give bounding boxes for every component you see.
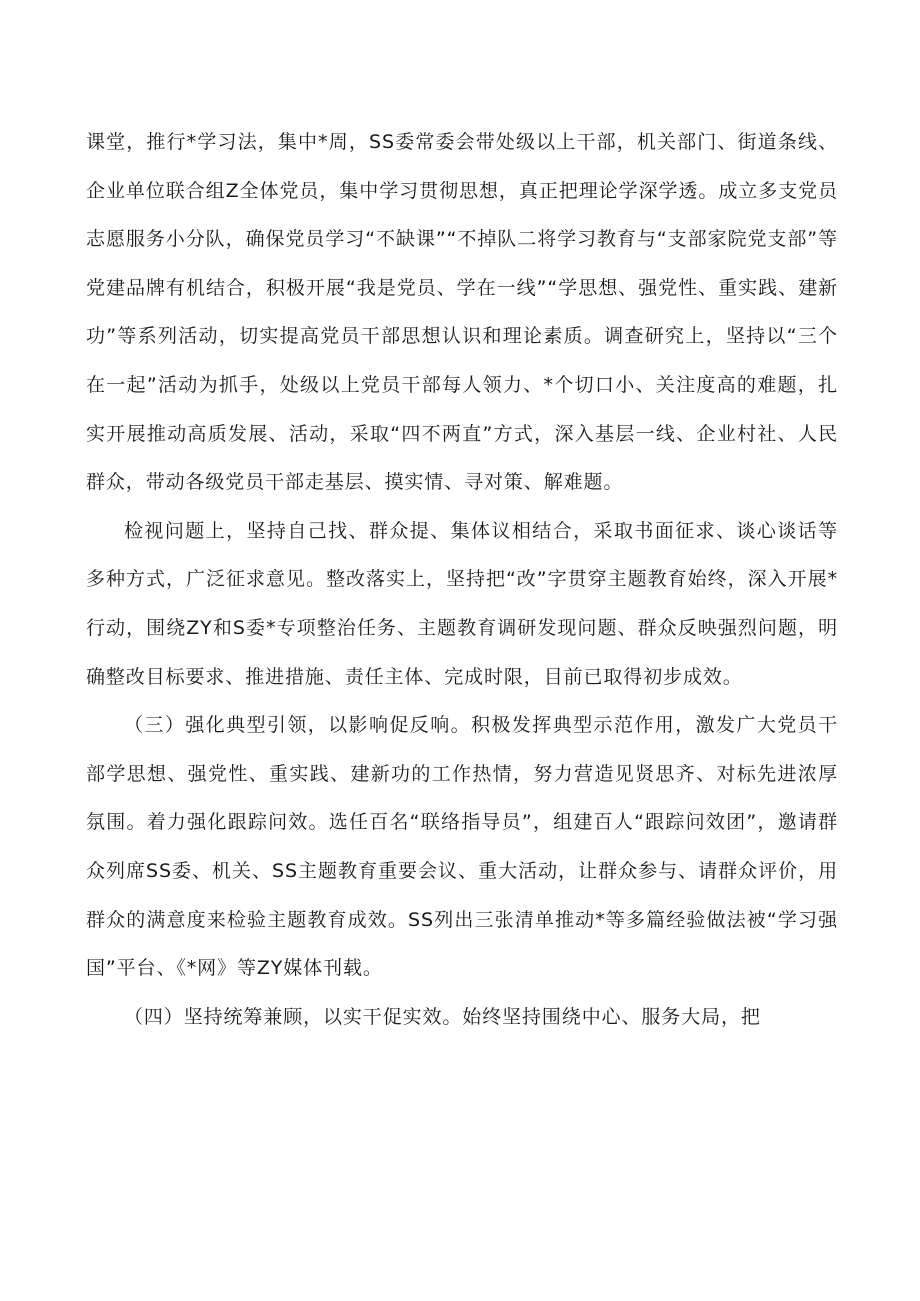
paragraph-section-four: （四）坚持统筹兼顾，以实干促实效。始终坚持围绕中心、服务大局，把 xyxy=(124,1005,761,1028)
paragraph-continuation: 课堂，推行*学习法，集中*周，SS委常委会带处级以上干部，机关部门、街道条线、企业单位联合组Z全体党员，集中学习贯彻思想，真正把理论学深学透。成立多支党员志愿服务小分队，确保党员学习“不缺课”“不掉队二将学习教育与“支部家院党支部”等党建品牌有机结合，积极开展“我是党员、学在一线”“学思想、强党性、重实践、建新功”等系列活动，切实提高党员干部思想认识和理论素质。调查研究上，坚持以“三个在一起”活动为抓手，处级以上党员干部每人领力、*个切口小、关注度高的难题，扎实开展推动高质发展、活动，采取“四不两直”方式，深入基层一线、企业村社、人民群众，带动各级党员干部走基层、摸实情、寻对策、解难题。 xyxy=(86,131,838,494)
paragraph-problem-rectification: 检视问题上，坚持自己找、群众提、集体议相结合，采取书面征求、谈心谈话等多种方式，广泛征求意见。整改落实上，坚持把“改”字贯穿主题教育始终，深入开展*行动，围绕ZY和S委*专项整治任务、主题教育调研发现问题、群众反映强烈问题，明确整改目标要求、推进措施、责任主体、完成时限，目前已取得初步成效。 xyxy=(86,519,838,688)
document-body xyxy=(86,118,838,1041)
paragraph-section-three: （三）强化典型引领，以影响促反响。积极发挥典型示范作用，激发广大党员干部学思想、强党性、重实践、建新功的工作热情，努力营造见贤思齐、对标先进浓厚氛围。着力强化跟踪问效。选任百名“联络指导员”，组建百人“跟踪问效团”，邀请群众列席SS委、机关、SS主题教育重要会议、重大活动，让群众参与、请群众评价，用群众的满意度来检验主题教育成效。SS列出三张清单推动*等多篇经验做法被“学习强国”平台、《*网》等ZY媒体刊载。 xyxy=(86,714,838,980)
